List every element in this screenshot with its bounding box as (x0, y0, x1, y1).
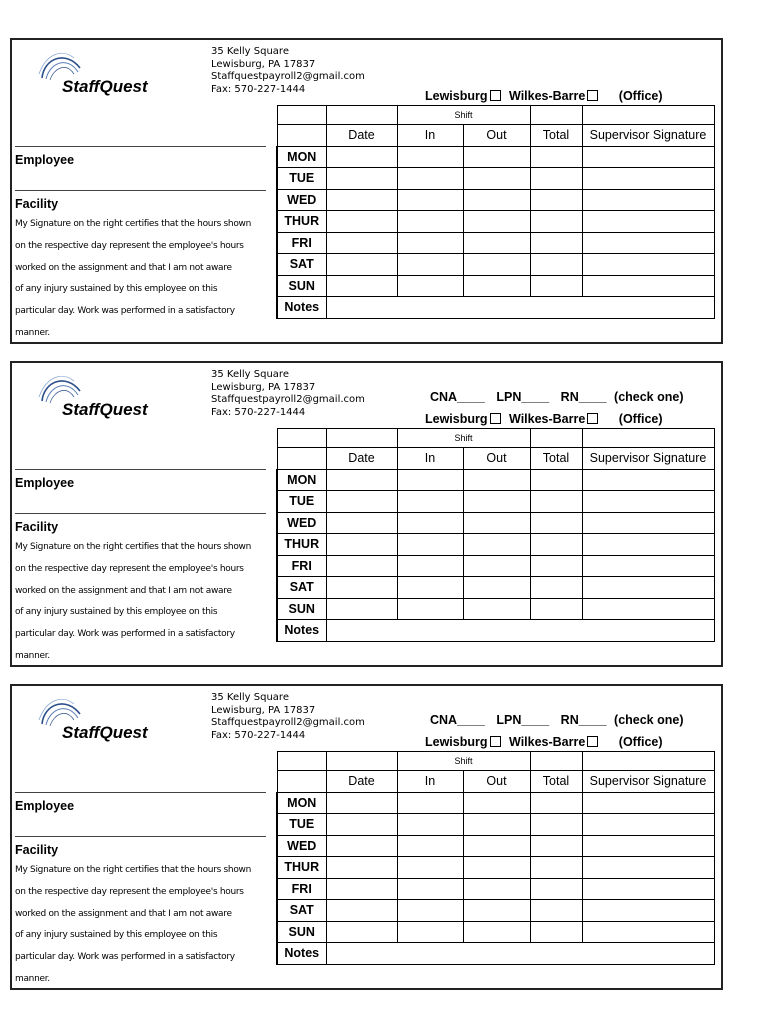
signature-cell[interactable] (582, 146, 714, 168)
company-fax: Fax: 570-227-1444 (211, 406, 306, 418)
in-cell[interactable] (397, 491, 463, 513)
col-total-header: Total (530, 125, 582, 147)
blank-cell (530, 106, 582, 125)
signature-cell[interactable] (582, 555, 714, 577)
date-cell[interactable] (326, 512, 397, 534)
table-row (277, 275, 714, 297)
cna-option[interactable]: CNA____ (430, 390, 485, 404)
company-email: Staffquestpayroll2@gmail.com (211, 394, 365, 405)
total-cell[interactable] (530, 878, 582, 900)
day-label: TUE (277, 168, 326, 190)
company-logo (26, 371, 196, 426)
out-cell[interactable] (463, 189, 530, 211)
cert-line: on the respective day represent the employee's hours (15, 240, 244, 251)
cert-line: My Signature on the right certifies that the hours shown (15, 865, 252, 875)
in-cell[interactable] (397, 814, 463, 836)
total-cell[interactable] (530, 555, 582, 577)
date-cell[interactable] (326, 857, 397, 879)
day-label: THUR (277, 857, 326, 879)
date-cell[interactable] (326, 598, 397, 620)
day-label: WED (277, 512, 326, 534)
cert-line: worked on the assignment and that I am not aware (15, 262, 232, 273)
out-cell[interactable] (463, 878, 530, 900)
in-cell[interactable] (397, 232, 463, 254)
day-label: TUE (277, 491, 326, 513)
out-cell[interactable] (463, 555, 530, 577)
facility-signature-line[interactable] (15, 836, 266, 837)
total-cell[interactable] (530, 534, 582, 556)
company-logo (26, 48, 196, 103)
date-cell[interactable] (326, 232, 397, 254)
company-address (211, 692, 365, 742)
lewisburg-label: Lewisburg (425, 735, 488, 749)
notes-row (277, 620, 714, 642)
table-row (277, 857, 714, 879)
signature-cell[interactable] (582, 189, 714, 211)
date-cell[interactable] (326, 814, 397, 836)
wilkes-barre-label: Wilkes-Barre (509, 89, 586, 103)
in-cell[interactable] (397, 878, 463, 900)
office-label: (Office) (618, 412, 663, 426)
certification-text (15, 537, 251, 668)
day-label: MON (277, 469, 326, 491)
day-label: SUN (277, 275, 326, 297)
out-cell[interactable] (463, 835, 530, 857)
col-supervisor-header: Supervisor Signature (582, 125, 714, 147)
table-row (277, 921, 714, 943)
notes-field[interactable] (326, 620, 714, 642)
table-row (277, 189, 714, 211)
in-cell[interactable] (397, 211, 463, 233)
blank-cell (530, 752, 582, 771)
table-row (277, 146, 714, 168)
timesheet-table (276, 428, 715, 642)
date-cell[interactable] (326, 491, 397, 513)
signature-cell[interactable] (582, 534, 714, 556)
date-cell[interactable] (326, 878, 397, 900)
total-cell[interactable] (530, 189, 582, 211)
address-line1: 35 Kelly Square (211, 46, 289, 57)
date-cell[interactable] (326, 275, 397, 297)
total-cell[interactable] (530, 814, 582, 836)
cert-line: of any injury sustained by this employee on this (15, 607, 218, 618)
cert-line: My Signature on the right certifies that the hours shown (15, 542, 252, 552)
cert-line: on the respective day represent the employee's hours (15, 563, 244, 574)
office-label: (Office) (618, 89, 663, 103)
day-label: SUN (277, 921, 326, 943)
address-line1: 35 Kelly Square (211, 369, 289, 380)
signature-cell[interactable] (582, 232, 714, 254)
table-row (277, 254, 714, 276)
day-label: MON (277, 792, 326, 814)
blank-cell (277, 752, 326, 771)
cert-line: of any injury sustained by this employee on this (15, 284, 218, 295)
blank-cell (582, 106, 714, 125)
facility-label: Facility (15, 843, 59, 857)
date-cell[interactable] (326, 254, 397, 276)
wilkes-barre-checkbox[interactable] (587, 413, 598, 424)
day-label: FRI (277, 555, 326, 577)
notes-row (277, 297, 714, 319)
cert-line: particular day. Work was performed in a satisfactory (15, 629, 235, 640)
signature-cell[interactable] (582, 469, 714, 491)
date-cell[interactable] (326, 469, 397, 491)
col-supervisor-header: Supervisor Signature (582, 448, 714, 470)
cert-line: particular day. Work was performed in a satisfactory (15, 306, 235, 317)
total-cell[interactable] (530, 469, 582, 491)
table-row (277, 491, 714, 513)
col-total-header: Total (530, 771, 582, 793)
cert-line: worked on the assignment and that I am not aware (15, 585, 232, 596)
in-cell[interactable] (397, 921, 463, 943)
date-cell[interactable] (326, 900, 397, 922)
total-cell[interactable] (530, 598, 582, 620)
cna-option[interactable]: CNA____ (430, 713, 485, 727)
cert-line: My Signature on the right certifies that the hours shown (15, 219, 252, 229)
blank-cell (326, 429, 397, 448)
company-email: Staffquestpayroll2@gmail.com (211, 71, 365, 82)
col-total-header: Total (530, 448, 582, 470)
in-cell[interactable] (397, 857, 463, 879)
table-row (277, 555, 714, 577)
out-cell[interactable] (463, 211, 530, 233)
in-cell[interactable] (397, 254, 463, 276)
employee-signature-line[interactable] (15, 792, 266, 793)
address-line2: Lewisburg, PA 17837 (211, 381, 316, 393)
company-fax: Fax: 570-227-1444 (211, 83, 306, 95)
signature-cell[interactable] (582, 512, 714, 534)
col-out-header: Out (463, 448, 530, 470)
table-row (277, 792, 714, 814)
blank-cell (326, 752, 397, 771)
lewisburg-label: Lewisburg (425, 89, 488, 103)
shift-header: Shift (397, 429, 530, 448)
wilkes-barre-checkbox[interactable] (587, 90, 598, 101)
signature-cell[interactable] (582, 491, 714, 513)
table-row (277, 232, 714, 254)
total-cell[interactable] (530, 211, 582, 233)
out-cell[interactable] (463, 275, 530, 297)
check-one-note: (check one) (614, 713, 684, 727)
company-logo (26, 694, 196, 749)
company-address (211, 369, 365, 419)
address-line2: Lewisburg, PA 17837 (211, 704, 316, 716)
cert-line: on the respective day represent the employee's hours (15, 886, 244, 897)
in-cell[interactable] (397, 577, 463, 599)
day-label: TUE (277, 814, 326, 836)
location-checkboxes (425, 412, 663, 426)
lewisburg-checkbox[interactable] (490, 736, 501, 747)
company-address (211, 46, 365, 96)
col-date-header: Date (326, 448, 397, 470)
wilkes-barre-label: Wilkes-Barre (509, 735, 586, 749)
col-supervisor-header: Supervisor Signature (582, 771, 714, 793)
in-cell[interactable] (397, 792, 463, 814)
rn-option[interactable]: RN____ (560, 390, 607, 404)
in-cell[interactable] (397, 512, 463, 534)
in-cell[interactable] (397, 835, 463, 857)
out-cell[interactable] (463, 921, 530, 943)
table-row (277, 168, 714, 190)
blank-cell (277, 125, 326, 147)
out-cell[interactable] (463, 512, 530, 534)
total-cell[interactable] (530, 835, 582, 857)
shift-header: Shift (397, 106, 530, 125)
day-label: WED (277, 835, 326, 857)
table-row (277, 469, 714, 491)
lpn-option[interactable]: LPN____ (496, 713, 550, 727)
out-cell[interactable] (463, 900, 530, 922)
table-row (277, 878, 714, 900)
date-cell[interactable] (326, 555, 397, 577)
in-cell[interactable] (397, 189, 463, 211)
in-cell[interactable] (397, 900, 463, 922)
company-fax: Fax: 570-227-1444 (211, 729, 306, 741)
in-cell[interactable] (397, 469, 463, 491)
total-cell[interactable] (530, 254, 582, 276)
lewisburg-label: Lewisburg (425, 412, 488, 426)
total-cell[interactable] (530, 857, 582, 879)
certification-text (15, 214, 251, 345)
out-cell[interactable] (463, 577, 530, 599)
table-row (277, 577, 714, 599)
timesheet-card-1 (10, 38, 723, 344)
col-date-header: Date (326, 771, 397, 793)
blank-cell (326, 106, 397, 125)
out-cell[interactable] (463, 232, 530, 254)
employee-label: Employee (15, 153, 75, 167)
company-name: StaffQuest (62, 723, 148, 742)
date-cell[interactable] (326, 211, 397, 233)
facility-signature-line[interactable] (15, 190, 266, 191)
company-email: Staffquestpayroll2@gmail.com (211, 717, 365, 728)
signature-cell[interactable] (582, 921, 714, 943)
signature-cell[interactable] (582, 878, 714, 900)
table-row (277, 211, 714, 233)
signature-cell[interactable] (582, 792, 714, 814)
employee-signature-line[interactable] (15, 469, 266, 470)
out-cell[interactable] (463, 254, 530, 276)
notes-field[interactable] (326, 297, 714, 319)
day-label: SAT (277, 577, 326, 599)
date-cell[interactable] (326, 921, 397, 943)
total-cell[interactable] (530, 921, 582, 943)
lpn-option[interactable]: LPN____ (496, 390, 550, 404)
rn-option[interactable]: RN____ (560, 713, 607, 727)
total-cell[interactable] (530, 577, 582, 599)
signature-cell[interactable] (582, 598, 714, 620)
shift-header: Shift (397, 752, 530, 771)
date-cell[interactable] (326, 534, 397, 556)
company-name: StaffQuest (62, 400, 148, 419)
table-row (277, 900, 714, 922)
in-cell[interactable] (397, 146, 463, 168)
date-cell[interactable] (326, 189, 397, 211)
total-cell[interactable] (530, 232, 582, 254)
col-date-header: Date (326, 125, 397, 147)
total-cell[interactable] (530, 491, 582, 513)
table-row (277, 534, 714, 556)
employee-signature-line[interactable] (15, 146, 266, 147)
cert-line: particular day. Work was performed in a satisfactory (15, 952, 235, 963)
signature-cell[interactable] (582, 857, 714, 879)
cert-line: worked on the assignment and that I am not aware (15, 908, 232, 919)
table-row (277, 835, 714, 857)
total-cell[interactable] (530, 792, 582, 814)
out-cell[interactable] (463, 857, 530, 879)
col-in-header: In (397, 771, 463, 793)
in-cell[interactable] (397, 555, 463, 577)
address-line1: 35 Kelly Square (211, 692, 289, 703)
total-cell[interactable] (530, 900, 582, 922)
col-out-header: Out (463, 771, 530, 793)
facility-label: Facility (15, 197, 59, 211)
total-cell[interactable] (530, 512, 582, 534)
notes-field[interactable] (326, 943, 714, 965)
out-cell[interactable] (463, 491, 530, 513)
col-in-header: In (397, 448, 463, 470)
location-checkboxes (425, 735, 663, 749)
blank-cell (277, 448, 326, 470)
check-one-note: (check one) (614, 390, 684, 404)
office-label: (Office) (618, 735, 663, 749)
blank-cell (530, 429, 582, 448)
date-cell[interactable] (326, 835, 397, 857)
table-row (277, 814, 714, 836)
out-cell[interactable] (463, 598, 530, 620)
out-cell[interactable] (463, 168, 530, 190)
notes-row (277, 943, 714, 965)
date-cell[interactable] (326, 146, 397, 168)
blank-cell (277, 106, 326, 125)
location-checkboxes (425, 89, 663, 103)
company-name: StaffQuest (62, 77, 148, 96)
blank-cell (582, 429, 714, 448)
facility-signature-line[interactable] (15, 513, 266, 514)
col-out-header: Out (463, 125, 530, 147)
wilkes-barre-label: Wilkes-Barre (509, 412, 586, 426)
wilkes-barre-checkbox[interactable] (587, 736, 598, 747)
signature-cell[interactable] (582, 275, 714, 297)
total-cell[interactable] (530, 146, 582, 168)
out-cell[interactable] (463, 146, 530, 168)
date-cell[interactable] (326, 792, 397, 814)
out-cell[interactable] (463, 792, 530, 814)
timesheet-card-2 (10, 361, 723, 667)
out-cell[interactable] (463, 534, 530, 556)
signature-cell[interactable] (582, 254, 714, 276)
cert-line: manner. (15, 973, 50, 984)
address-line2: Lewisburg, PA 17837 (211, 58, 316, 70)
blank-cell (582, 752, 714, 771)
day-label: THUR (277, 211, 326, 233)
signature-cell[interactable] (582, 835, 714, 857)
table-row (277, 512, 714, 534)
notes-label: Notes (277, 943, 326, 965)
credential-options (430, 713, 684, 727)
in-cell[interactable] (397, 168, 463, 190)
day-label: SUN (277, 598, 326, 620)
timesheet-table (276, 105, 715, 319)
signature-cell[interactable] (582, 168, 714, 190)
timesheet-card-3 (10, 684, 723, 990)
out-cell[interactable] (463, 814, 530, 836)
date-cell[interactable] (326, 168, 397, 190)
day-label: WED (277, 189, 326, 211)
blank-cell (277, 771, 326, 793)
in-cell[interactable] (397, 534, 463, 556)
lewisburg-checkbox[interactable] (490, 90, 501, 101)
day-label: MON (277, 146, 326, 168)
in-cell[interactable] (397, 598, 463, 620)
credential-options (430, 390, 684, 404)
in-cell[interactable] (397, 275, 463, 297)
signature-cell[interactable] (582, 814, 714, 836)
signature-cell[interactable] (582, 900, 714, 922)
day-label: THUR (277, 534, 326, 556)
facility-label: Facility (15, 520, 59, 534)
employee-label: Employee (15, 476, 75, 490)
timesheet-table (276, 751, 715, 965)
total-cell[interactable] (530, 168, 582, 190)
cert-line: of any injury sustained by this employee on this (15, 930, 218, 941)
table-row (277, 598, 714, 620)
blank-cell (277, 429, 326, 448)
col-in-header: In (397, 125, 463, 147)
notes-label: Notes (277, 297, 326, 319)
cert-line: manner. (15, 327, 50, 338)
lewisburg-checkbox[interactable] (490, 413, 501, 424)
day-label: SAT (277, 254, 326, 276)
signature-cell[interactable] (582, 577, 714, 599)
notes-label: Notes (277, 620, 326, 642)
date-cell[interactable] (326, 577, 397, 599)
cert-line: manner. (15, 650, 50, 661)
out-cell[interactable] (463, 469, 530, 491)
day-label: FRI (277, 878, 326, 900)
day-label: FRI (277, 232, 326, 254)
signature-cell[interactable] (582, 211, 714, 233)
employee-label: Employee (15, 799, 75, 813)
total-cell[interactable] (530, 275, 582, 297)
certification-text (15, 860, 251, 991)
day-label: SAT (277, 900, 326, 922)
